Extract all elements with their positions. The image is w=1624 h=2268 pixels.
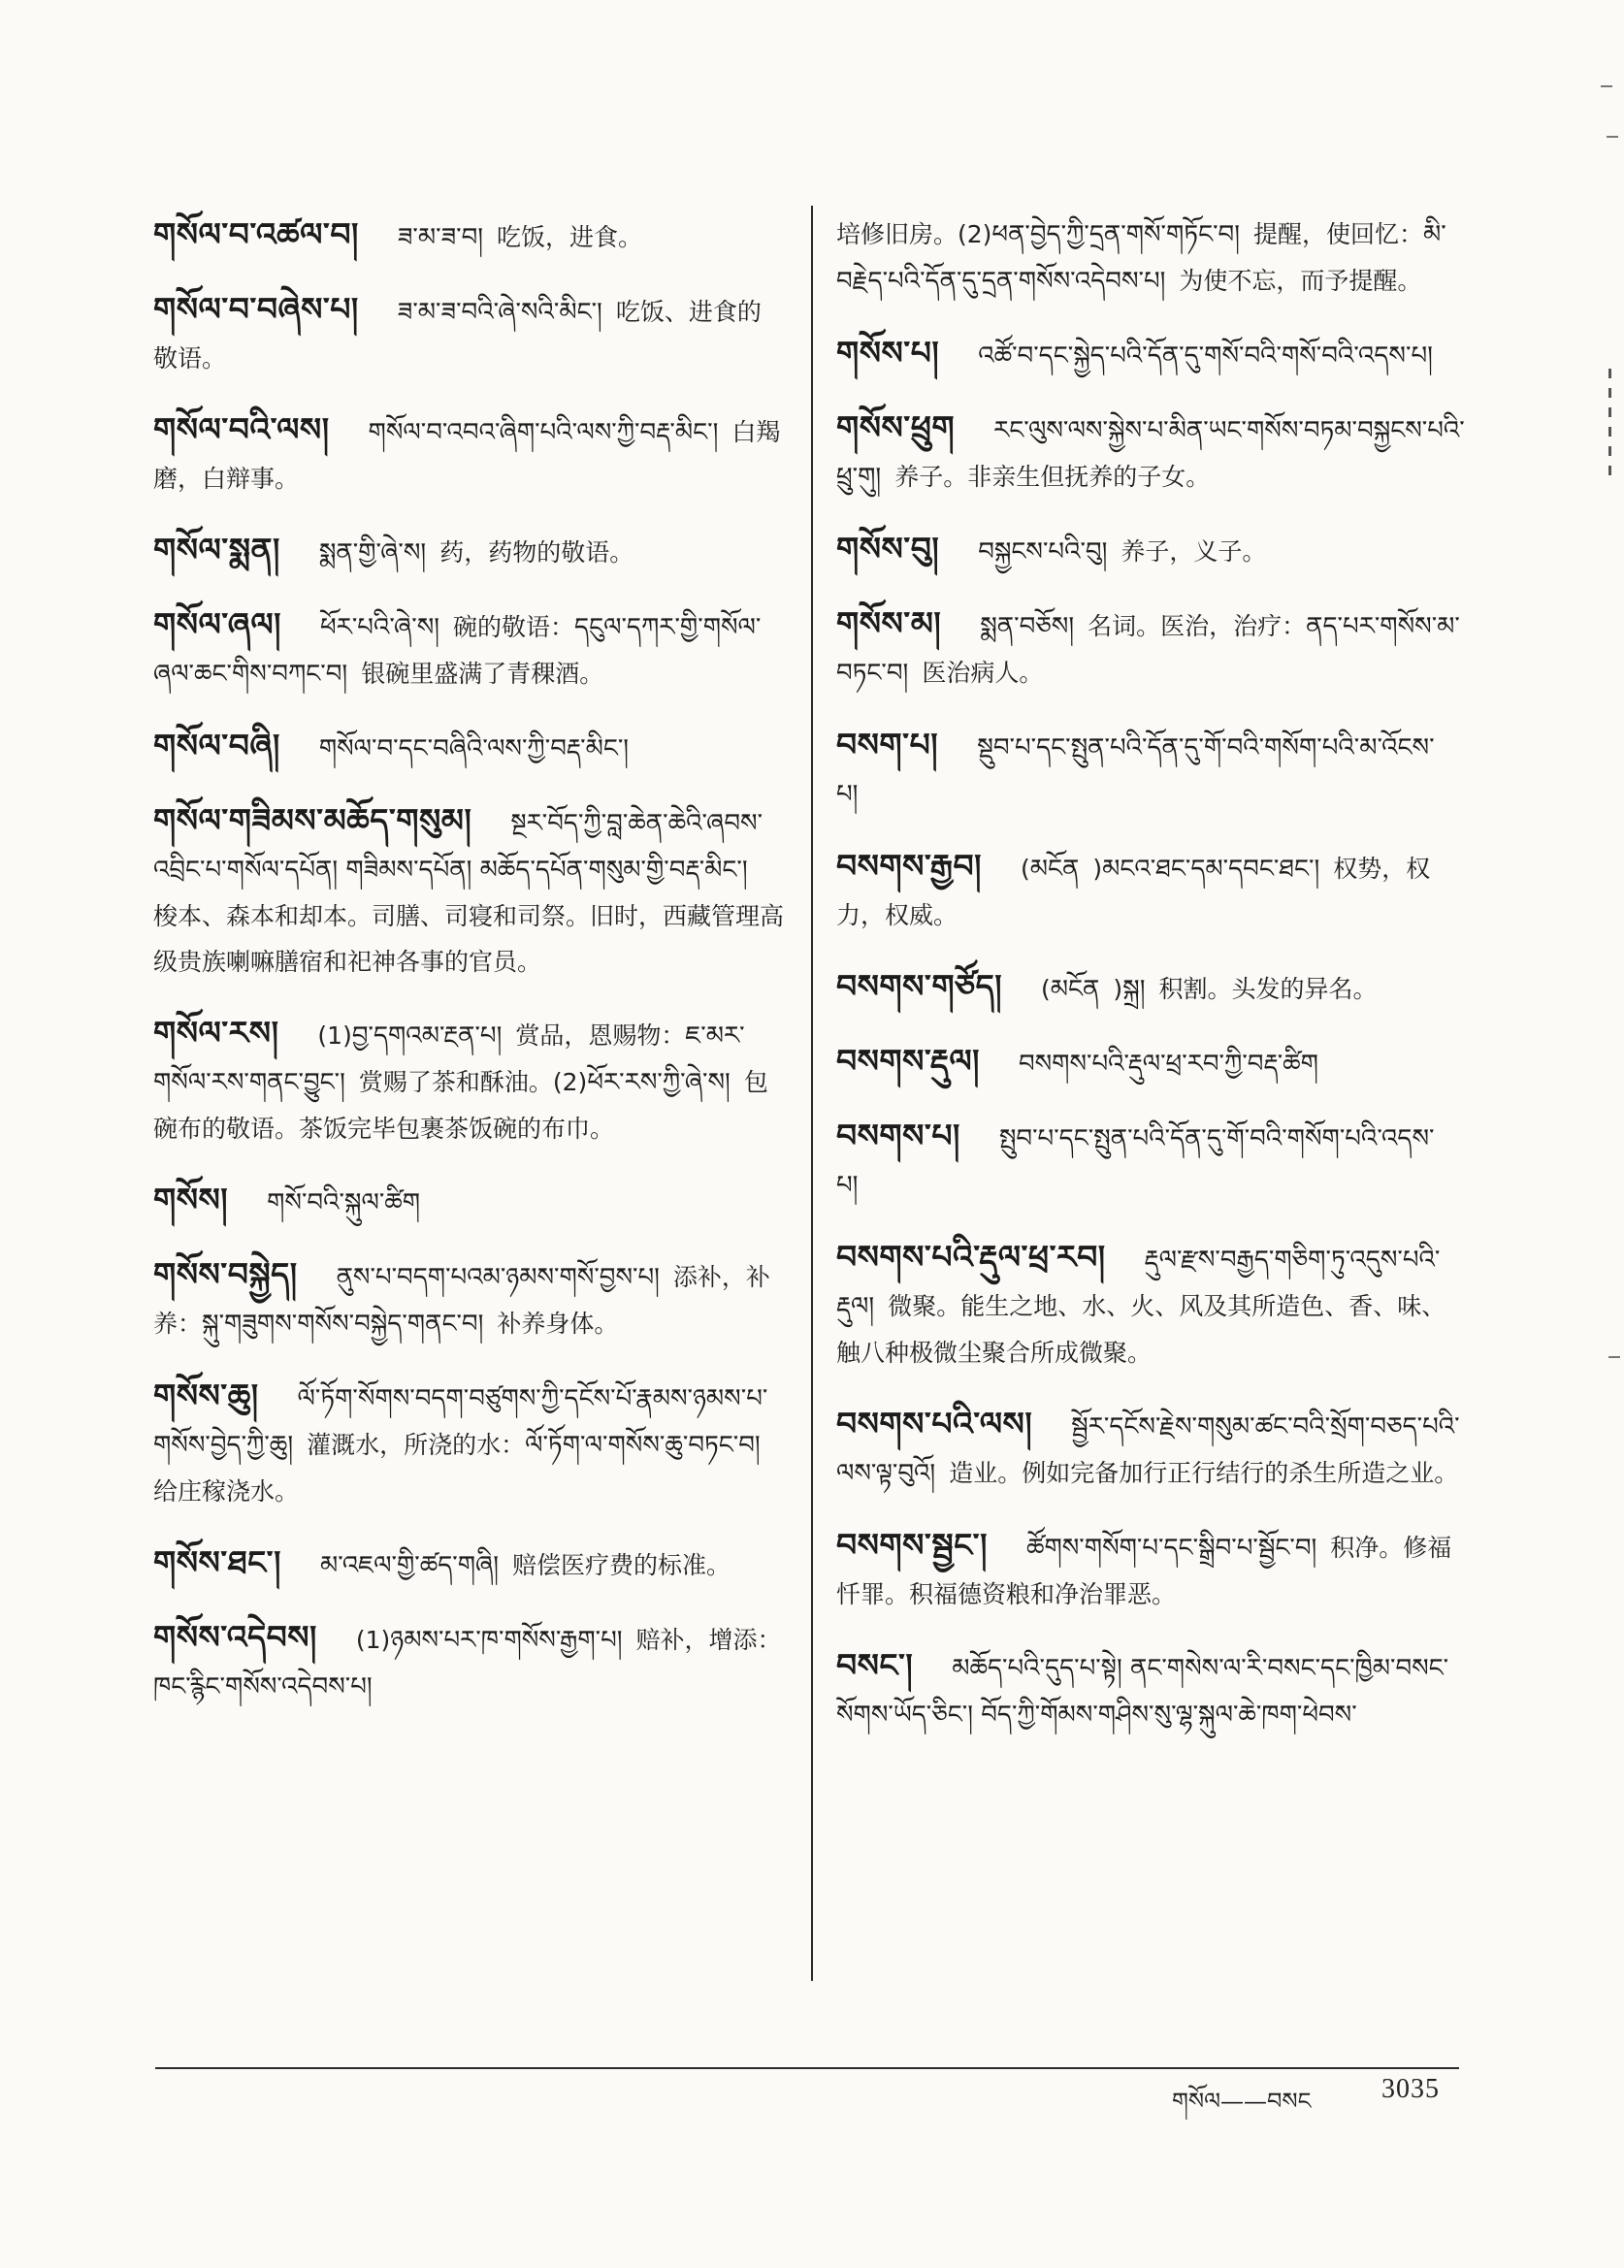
headword: གསོལ་བ་འཚལ་བ། — [153, 215, 359, 253]
dictionary-entry — [836, 211, 1467, 305]
dictionary-entry — [836, 526, 1467, 575]
tibetan-definition: འཚོ་བ་དང་སྐྱེད་པའི་དོན་དུ་གསོ་བའི་གསོ་བའི་འདས་པ། — [978, 341, 1433, 371]
tibetan-definition: གསོ་བའི་སྐུལ་ཚིག — [267, 1188, 421, 1217]
tibetan-definition: སྔར་བོད་ཀྱི་བླ་ཆེན་ཆེའི་ཞབས་འབྲིང་པ་གསོལ་དཔོན། གཟིམས་དཔོན། མཆོད་དཔོན་གསུམ་གྱི་བརྡ་མིང་། — [153, 809, 763, 885]
tibetan-definition: སྤུབ་པ་དང་སྤུན་པའི་དོན་དུ་གོ་བའི་གསོག་པའི་འདས་པ། — [836, 1124, 1435, 1200]
chinese-definition: 为使不忘，而予提醒。 — [1179, 267, 1422, 295]
headword: གསོས་ཕྲུག — [836, 408, 956, 446]
dictionary-entry — [836, 1234, 1467, 1376]
chinese-definition: 培修旧房。(2) — [836, 220, 992, 248]
chinese-definition: 提醒，使回忆： — [1252, 220, 1423, 248]
headword: གསོལ་སྨན། — [153, 531, 280, 568]
chinese-definition: 补养身体。 — [497, 1310, 619, 1338]
column-divider — [811, 206, 813, 1981]
tibetan-definition: ཁང་རྙིང་གསོས་འདེབས་པ། — [153, 1672, 373, 1701]
scan-edge-tick — [1607, 136, 1618, 138]
scan-edge-tick — [1601, 85, 1612, 87]
running-head: གསོལ——བསང — [1172, 2088, 1312, 2115]
tibetan-definition: སྦྱོར་དངོས་རྗེས་གསུམ་ཚང་བའི་སྲོག་བཅད་པའི་ལས་ལྟ་བུའོ། — [836, 1412, 1460, 1488]
dictionary-entry — [836, 843, 1467, 938]
headword: བསགས་གཙོད། — [836, 967, 1003, 1005]
tibetan-definition: ལོ་ཏོག་སོགས་བདག་བཙུགས་ཀྱི་དངོས་པོ་རྣམས་ཉམས་པ་གསོས་བྱེད་ཀྱི་ཆུ། — [153, 1384, 768, 1460]
dictionary-entry — [836, 600, 1467, 697]
headword: བསང་། — [836, 1646, 914, 1684]
headword: གསོས་བུ། — [836, 530, 940, 567]
tibetan-definition: ཉམས་པར་ཁ་གསོས་རྒྱག་པ། — [390, 1626, 623, 1655]
footer-rule — [155, 2067, 1459, 2069]
headword: བསགས་པའི་ལས། — [836, 1405, 1033, 1442]
chinese-definition: 权势，权力，权威。 — [836, 855, 1431, 929]
headword: བསགས་པ། — [836, 1117, 960, 1154]
tibetan-definition: ལོ་ཏོག་ལ་གསོས་ཆུ་བཏང་བ། — [525, 1431, 761, 1460]
dictionary-entry — [153, 1010, 784, 1151]
tibetan-definition: སྐྲ། — [1122, 975, 1146, 1004]
chinese-definition: 医治病人。 — [922, 659, 1044, 687]
chinese-definition: 给庄稼浇水。 — [153, 1477, 300, 1506]
headword: གསོས་པ། — [836, 334, 940, 372]
headword: གསོས་བསྐྱེད། — [153, 1255, 298, 1293]
chinese-definition: 养子。非亲生但抚养的子女。 — [894, 463, 1211, 491]
chinese-definition: (1) — [355, 1626, 391, 1654]
chinese-definition: 造业。例如完备加行正行结行的杀生所造之业。 — [949, 1459, 1459, 1487]
tibetan-definition: སྐུ་གཟུགས་གསོས་བསྐྱེད་གནང་བ། — [202, 1310, 484, 1339]
headword: གསོལ་རས། — [153, 1014, 279, 1052]
dictionary-entry — [836, 330, 1467, 379]
tibetan-definition: བསགས་པའི་རྡུལ་ཕྲ་རབ་ཀྱི་བརྡ་ཚིག — [1018, 1050, 1318, 1079]
dictionary-entry — [153, 601, 784, 697]
dictionary-entry — [153, 1177, 784, 1226]
chinese-definition: 梭本、森本和却本。司膳、司寝和司祭。旧时，西藏管理高级贵族喇嘛膳宿和祀神各事的官员。 — [153, 902, 785, 976]
chinese-definition: 赏品，恩赐物： — [515, 1021, 686, 1050]
tibetan-definition: མ་འཇལ་གྱི་ཚད་གཞི། — [319, 1551, 500, 1580]
headword: བསགས་པའི་རྡུལ་ཕྲ་རབ། — [836, 1238, 1106, 1276]
dictionary-entry — [153, 527, 784, 576]
tibetan-definition: རྡུལ་རྫས་བརྒྱད་གཅིག་ཏུ་འདུས་པའི་རྡུལ། — [836, 1246, 1441, 1321]
chinese-definition: 吃饭，进食。 — [497, 223, 643, 251]
dictionary-entry — [836, 722, 1467, 818]
tibetan-definition: མི་བརྗེད་པའི་དོན་དུ་དྲན་གསོས་འདེབས་པ། — [836, 220, 1446, 296]
chinese-definition: ) — [1092, 855, 1103, 883]
headword: བསགས་སྦྱང་། — [836, 1526, 988, 1564]
chinese-definition: 吃饭、进食的敬语。 — [153, 298, 762, 373]
dictionary-entry — [836, 1113, 1467, 1209]
tibetan-definition: དངུལ་དཀར་གྱི་གསོལ་ཞལ་ཆང་གིས་བཀང་བ། — [153, 613, 762, 689]
dictionary-entry — [836, 1038, 1467, 1087]
dictionary-entry — [836, 1522, 1467, 1617]
headword: བསགས་རྡུལ། — [836, 1042, 980, 1080]
tibetan-definition: བྱ་དགའམ་རྔན་པ། — [351, 1021, 503, 1051]
tibetan-definition: བསྐྱངས་པའི་བུ། — [978, 537, 1108, 567]
dictionary-entry — [836, 1642, 1467, 1738]
dictionary-entry — [153, 211, 784, 261]
tibetan-definition: སྨན་བཅོས། — [980, 612, 1075, 641]
dictionary-entry — [153, 1251, 784, 1347]
chinese-definition: 银碗里盛满了青稞酒。 — [361, 660, 604, 688]
chinese-definition: ) — [1113, 975, 1123, 1003]
tibetan-definition: ཕན་བྱེད་ཀྱི་དྲན་གསོ་གཏོང་བ། — [991, 220, 1240, 249]
tibetan-definition: གསོལ་བ་དང་བཞིའི་ལས་ཀྱི་བརྡ་མིང་། — [318, 734, 630, 763]
chinese-definition: 白羯磨，白辩事。 — [153, 418, 781, 493]
dictionary-entry — [153, 1539, 784, 1589]
chinese-definition: 微聚。能生之地、水、火、风及其所造色、香、味、触八种极微尘聚合所成微聚。 — [836, 1292, 1446, 1367]
tibetan-definition: ཟ་མ་ཟ་བ། — [397, 223, 484, 252]
chinese-definition: 名词。医治，治疗： — [1088, 612, 1307, 640]
chinese-definition: 养子，义子。 — [1121, 537, 1267, 566]
headword: གསོལ་གཟིམས་མཆོད་གསུམ། — [153, 801, 472, 839]
tibetan-definition: སྡུབ་པ་དང་སྤུན་པའི་དོན་དུ་གོ་བའི་གསོག་པའི་མ་འོངས་པ། — [836, 733, 1435, 809]
tibetan-definition: ཇ་མར་གསོལ་རས་གནང་བྱུང་། — [153, 1021, 745, 1097]
headword: གསོས། — [153, 1181, 229, 1218]
chinese-definition: 灌溉水，所浇的水： — [307, 1431, 526, 1459]
headword: གསོས་ཐང་། — [153, 1543, 281, 1581]
scan-edge-tick — [1608, 1356, 1620, 1358]
tibetan-definition: མཆོད་པའི་དུད་པ་སྟེ། ནང་གསེས་ལ་རི་བསང་དང་ཁྱིམ་བསང་སོགས་ཡོད་ཅིང་། བོད་ཀྱི་གོམས་གཤིས་སུ་ལྷ་སྐུལ་ཆེ་ཁག་ཕེབས་ — [836, 1654, 1449, 1730]
tibetan-definition: གསོལ་བ་འབའ་ཞིག་པའི་ལས་ཀྱི་བརྡ་མིང་། — [368, 418, 719, 447]
tibetan-definition: མངོན — [1050, 975, 1100, 1004]
chinese-definition: ( — [1020, 855, 1030, 883]
tibetan-definition: ཕོར་པའི་ཞེ་ས། — [319, 613, 440, 642]
headword: གསོལ་བའི་ལས། — [153, 410, 330, 448]
headword: བསགས་རྒྱབ། — [836, 847, 982, 885]
tibetan-definition: རང་ལུས་ལས་སྐྱེས་པ་མིན་ཡང་གསོས་བཏམ་བསྐྱངས་པའི་ཕྲུ་གུ། — [836, 416, 1465, 492]
tibetan-definition: ནད་པར་གསོས་མ་བཏང་བ། — [836, 612, 1460, 688]
tibetan-definition: ནུས་པ་བདག་པའམ་ཉམས་གསོ་བྱས་པ། — [336, 1263, 660, 1292]
dictionary-entry — [153, 406, 784, 502]
tibetan-definition: མངའ་ཐང་དམ་དབང་ཐང་། — [1102, 855, 1320, 884]
page-number: 3035 — [1381, 2074, 1440, 2104]
chinese-definition: 包碗布的敬语。茶饭完毕包裹茶饭碗的布巾。 — [153, 1068, 768, 1143]
dictionary-entry — [836, 405, 1467, 501]
dictionary-entry — [836, 963, 1467, 1013]
dictionary-entry — [153, 1614, 784, 1710]
chinese-definition: ( — [1041, 975, 1051, 1003]
chinese-definition: 碗的敬语： — [453, 613, 575, 641]
tibetan-definition: སྨན་གྱི་ཞེ་ས། — [318, 538, 427, 567]
left-column — [153, 211, 784, 1735]
tibetan-definition: ཕོར་རས་ཀྱི་ཞེ་ས། — [587, 1068, 731, 1097]
chinese-definition: (1) — [317, 1021, 352, 1050]
chinese-definition: 添补，补养： — [153, 1263, 770, 1338]
dictionary-entry — [153, 1373, 784, 1514]
scan-edge-marks — [1603, 369, 1616, 524]
chinese-definition: 赏赐了茶和酥油。(2) — [358, 1068, 588, 1096]
chinese-definition: 药，药物的敬语。 — [439, 538, 634, 567]
dictionary-entry — [153, 286, 784, 381]
chinese-definition: 赔补，增添： — [635, 1626, 782, 1654]
dictionary-entry — [153, 797, 784, 985]
headword: བསག་པ། — [836, 726, 939, 763]
dictionary-entry — [836, 1401, 1467, 1497]
chinese-definition: 赔偿医疗费的标准。 — [512, 1551, 731, 1579]
tibetan-definition: མངོན — [1029, 855, 1080, 884]
right-column — [836, 211, 1467, 1764]
headword: གསོལ་བཞི། — [153, 727, 280, 764]
headword: གསོས་འདེབས། — [153, 1618, 317, 1656]
dictionary-entry — [153, 723, 784, 772]
headword: གསོལ་ཞལ། — [153, 605, 281, 643]
tibetan-definition: ཚོགས་གསོག་པ་དང་སྒྲིབ་པ་སྦྱོང་བ། — [1025, 1534, 1317, 1563]
chinese-definition: 积净。修福忏罪。积福德资粮和净治罪恶。 — [836, 1534, 1452, 1608]
chinese-definition: 积割。头发的异名。 — [1158, 975, 1378, 1003]
headword: གསོས་མ། — [836, 604, 942, 642]
headword: གསོས་ཆུ། — [153, 1377, 259, 1414]
headword: གསོལ་བ་བཞེས་པ། — [153, 290, 359, 328]
tibetan-definition: ཟ་མ་ཟ་བའི་ཞེ་སའི་མིང་། — [397, 298, 602, 327]
